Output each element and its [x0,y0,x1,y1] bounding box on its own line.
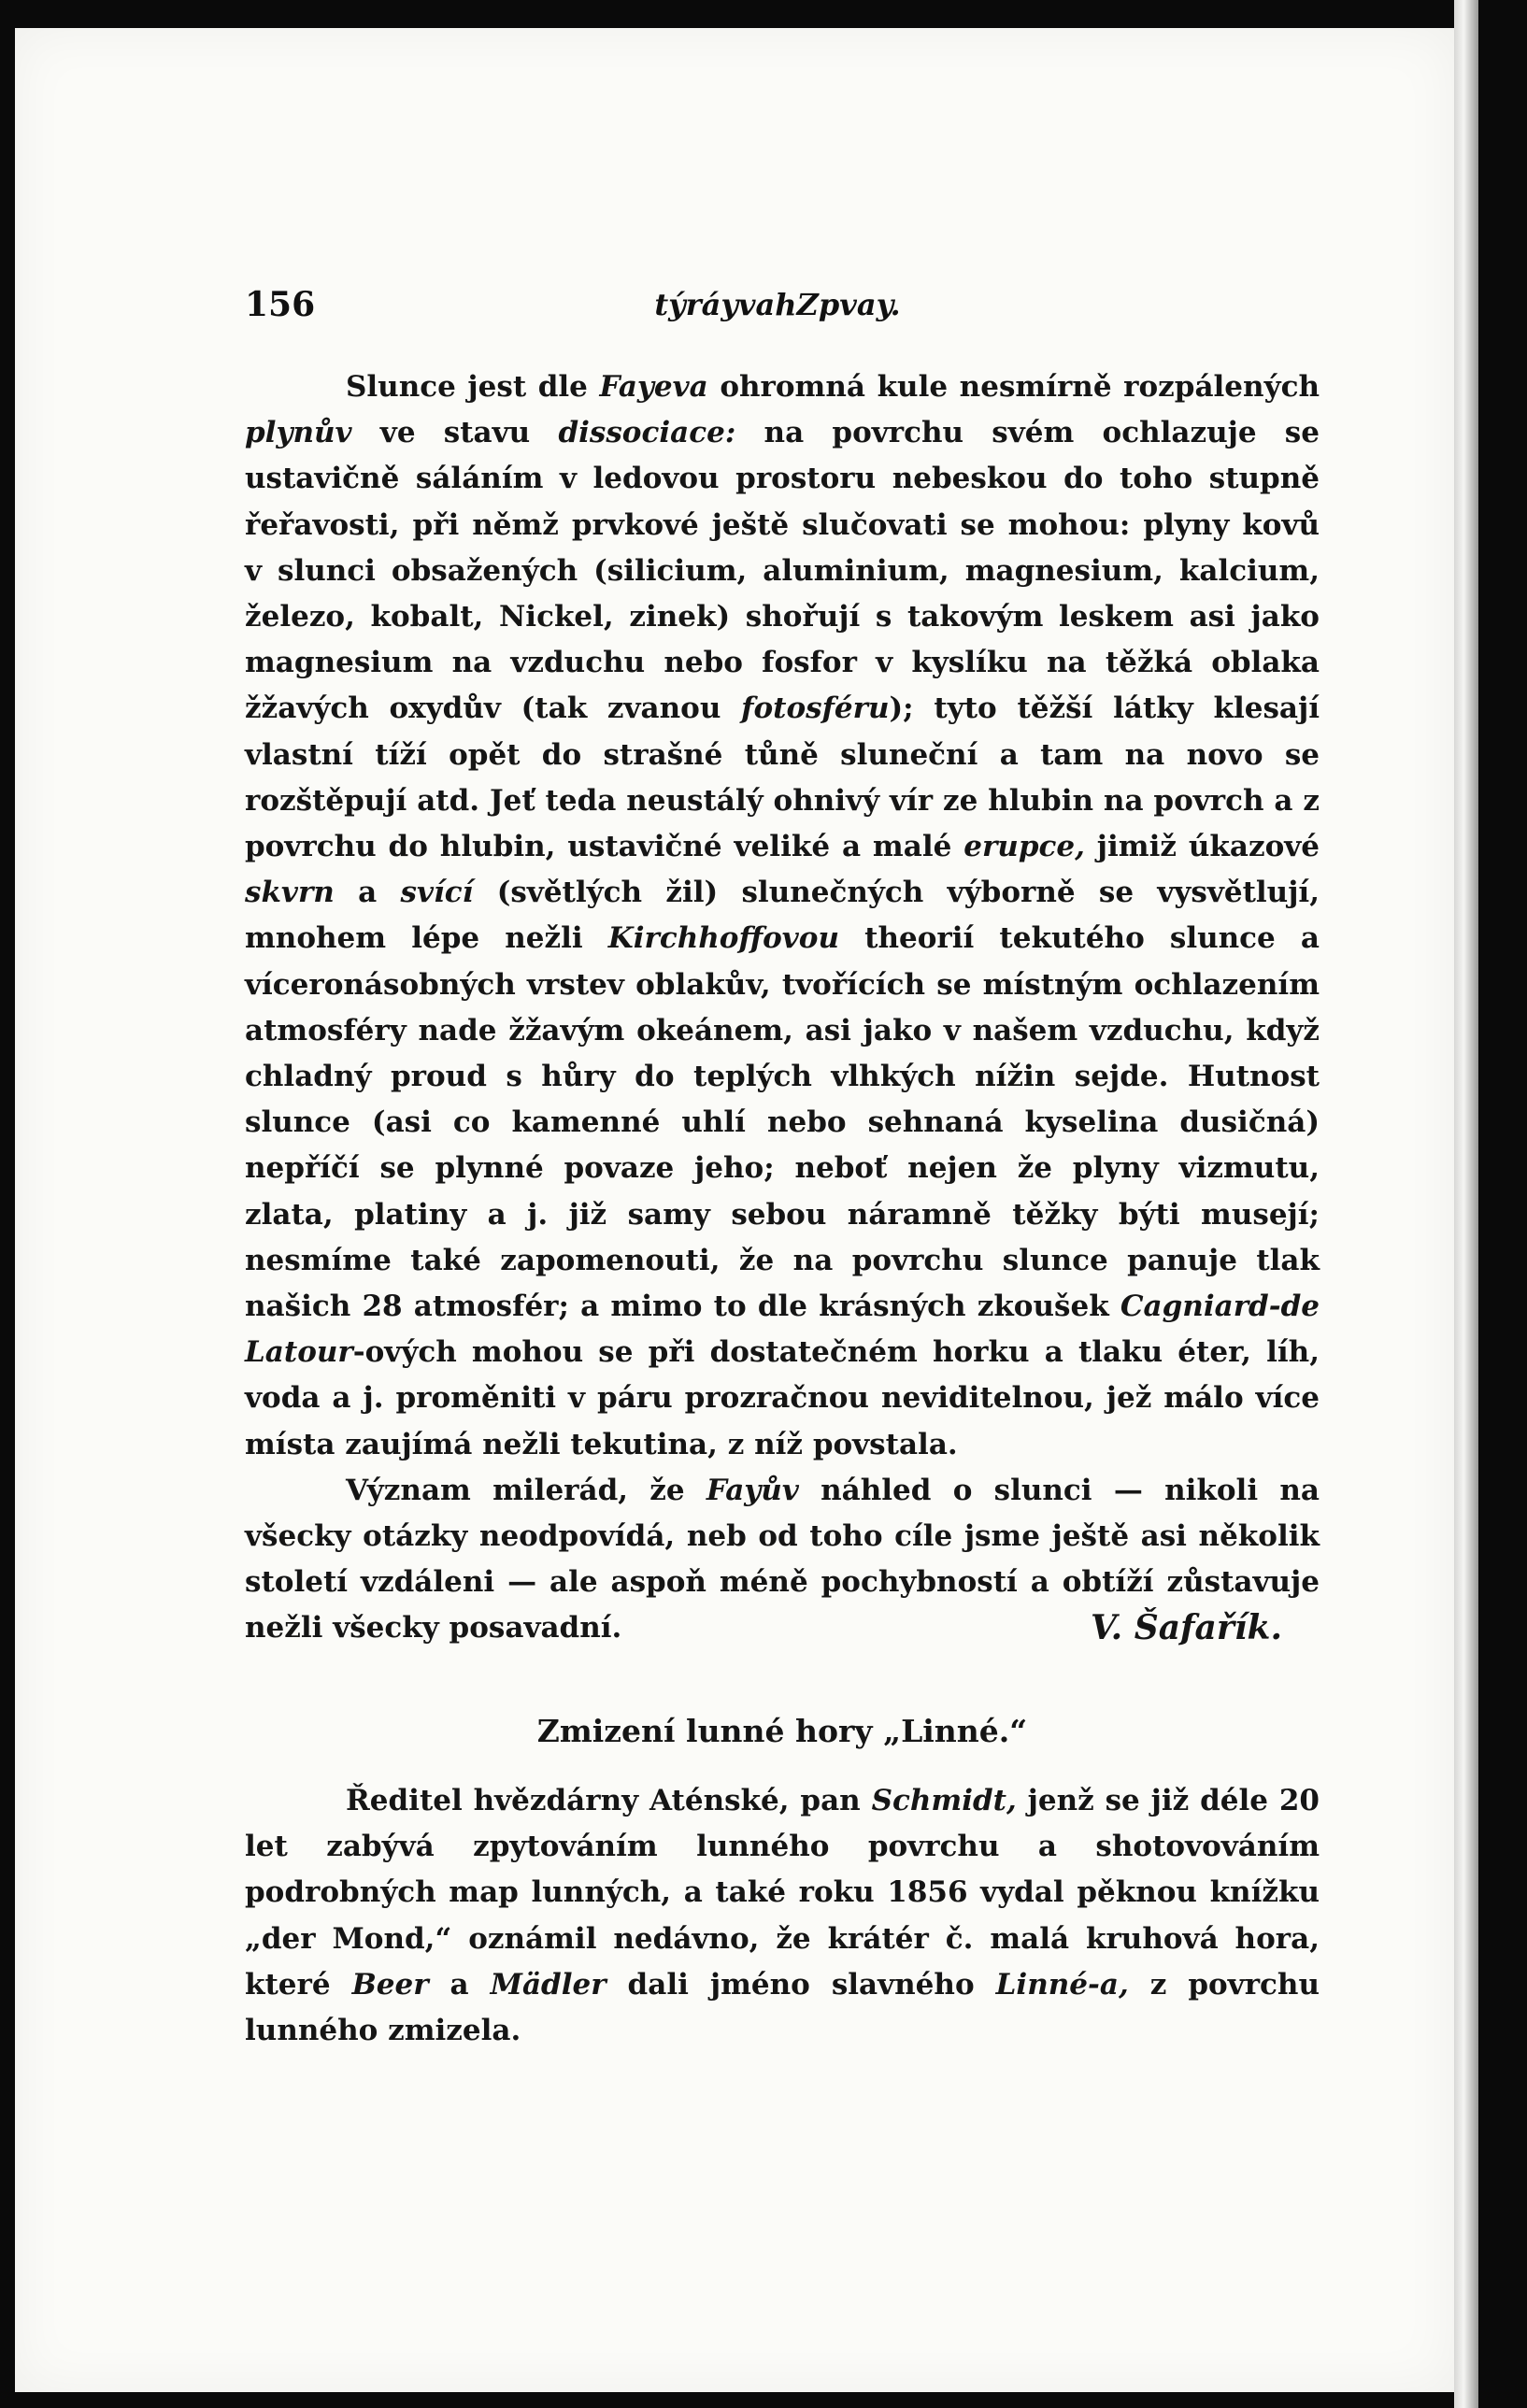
text-run: Slunce jest dle [346,370,600,404]
italic-run: Linné-a, [995,1967,1129,2002]
running-head: týráyvahZpvay. [654,287,901,322]
author-signature: V. Šafařík. [1091,1608,1282,1648]
paragraph-sun-theory [245,364,1320,1468]
text-run: Ředitel hvězdárny Aténské, pan [346,1783,872,1817]
italic-run: Fayův [706,1473,799,1507]
italic-run: svící [400,876,474,910]
text-run: theorií tekutého slunce a víceronásobných vrstev oblakův, tvořících se místným ochlazením atmosféry nade žžavým okeánem, asi jako v našem vzduchu, když chladný proud s hůry do teplých vlhkých nížin sejde. Hutnost slunce (asi co kamenné uhlí nebo sehnaná kyselina dusičná) nepříčí se plynné povaze jeho; neboť nejen že plyny vizmutu, zlata, platiny a j. již samy sebou náramně těžky býti musejí; nesmíme také zapomenouti, že na povrchu slunce panuje tlak našich 28 atmosfér; a mimo to dle krásných zkoušek [245,921,1320,1324]
text-run: -ových mohou se při dostatečném horku a tlaku éter, líh, voda a j. proměniti v páru prozračnou neviditelnou, jež málo více místa zaujímá nežli tekutina, z níž povstala. [245,1335,1320,1461]
italic-run: fotosféru [741,691,890,726]
italic-run: erupce, [963,830,1085,864]
text-run: ); tyto těžší látky klesají vlastní tíží opět do strašné tůně sluneční a tam na novo se rozštěpují atd. Jeť teda neustálý ohnivý vír ze hlubin na povrch a z povrchu do hlubin, ustavičné veliké a malé [245,691,1320,864]
text-run: z povrchu lunného zmizela. [245,1967,1320,2047]
paragraph-conclusion [245,1468,1320,1652]
paragraph-linne-crater [245,1778,1320,2054]
text-run: a [428,1967,491,2002]
italic-run: Kirchhoffovou [607,921,840,956]
italic-run: plynův [245,416,352,450]
text-run: ohromná kule nesmírně rozpálených [707,370,1320,404]
text-run: náhled o slunci — nikoli na všecky otázky neodpovídá, neb od toho cíle jsme ještě asi několik století vzdáleni — ale aspoň méně pochybností a obtíží zůstavuje nežli všecky posavadní. [245,1473,1320,1646]
text-run: dali jméno slavného [606,1967,996,2002]
text-run: jenž se již déle 20 let zabývá zpytováním lunného povrchu a shotovováním podrobných map lunných, a také roku 1856 vydal pěknou knížku „der Mond,“ oznámil nedávno, že krátér č. malá kruhová hora, které [245,1783,1320,2002]
italic-run: skvrn [245,876,335,910]
italic-run: Beer [351,1967,429,2002]
text-run: na povrchu svém ochlazuje se ustavičně sáláním v ledovou prostoru nebeskou do toho stupně řeřavosti, při němž prvkové ještě slučovati se mohou: plyny kovů v slunci obsažených (silicium, aluminium, magnesium, kalcium, železo, kobalt, Nickel, zinek) shořují s takovým leskem asi jako magnesium na vzduchu nebo fosfor v kyslíku na těžká oblaka žžavých oxydův (tak zvanou [245,416,1320,726]
text-run: (světlých žil) slunečných výborně se vysvětlují, mnohem lépe nežli [245,876,1320,956]
italic-run: Schmidt, [871,1783,1017,1817]
text-run: a [334,876,401,910]
page-body [245,364,1320,2054]
page-header [245,285,1310,332]
page-number: 156 [245,285,316,324]
italic-run: Fayeva [599,370,708,404]
italic-run: Mädler [490,1967,607,2002]
italic-run: dissociace: [558,416,736,450]
book-spine-edge [1454,0,1478,2408]
text-run: Význam milerád, že [346,1473,706,1507]
text-run: ve stavu [351,416,559,450]
italic-run: Cagniard-de Latour [245,1289,1320,1370]
section-title: Zmizení lunné hory „Linné.“ [536,1712,1028,1749]
text-run: jimiž úkazové [1084,830,1320,864]
